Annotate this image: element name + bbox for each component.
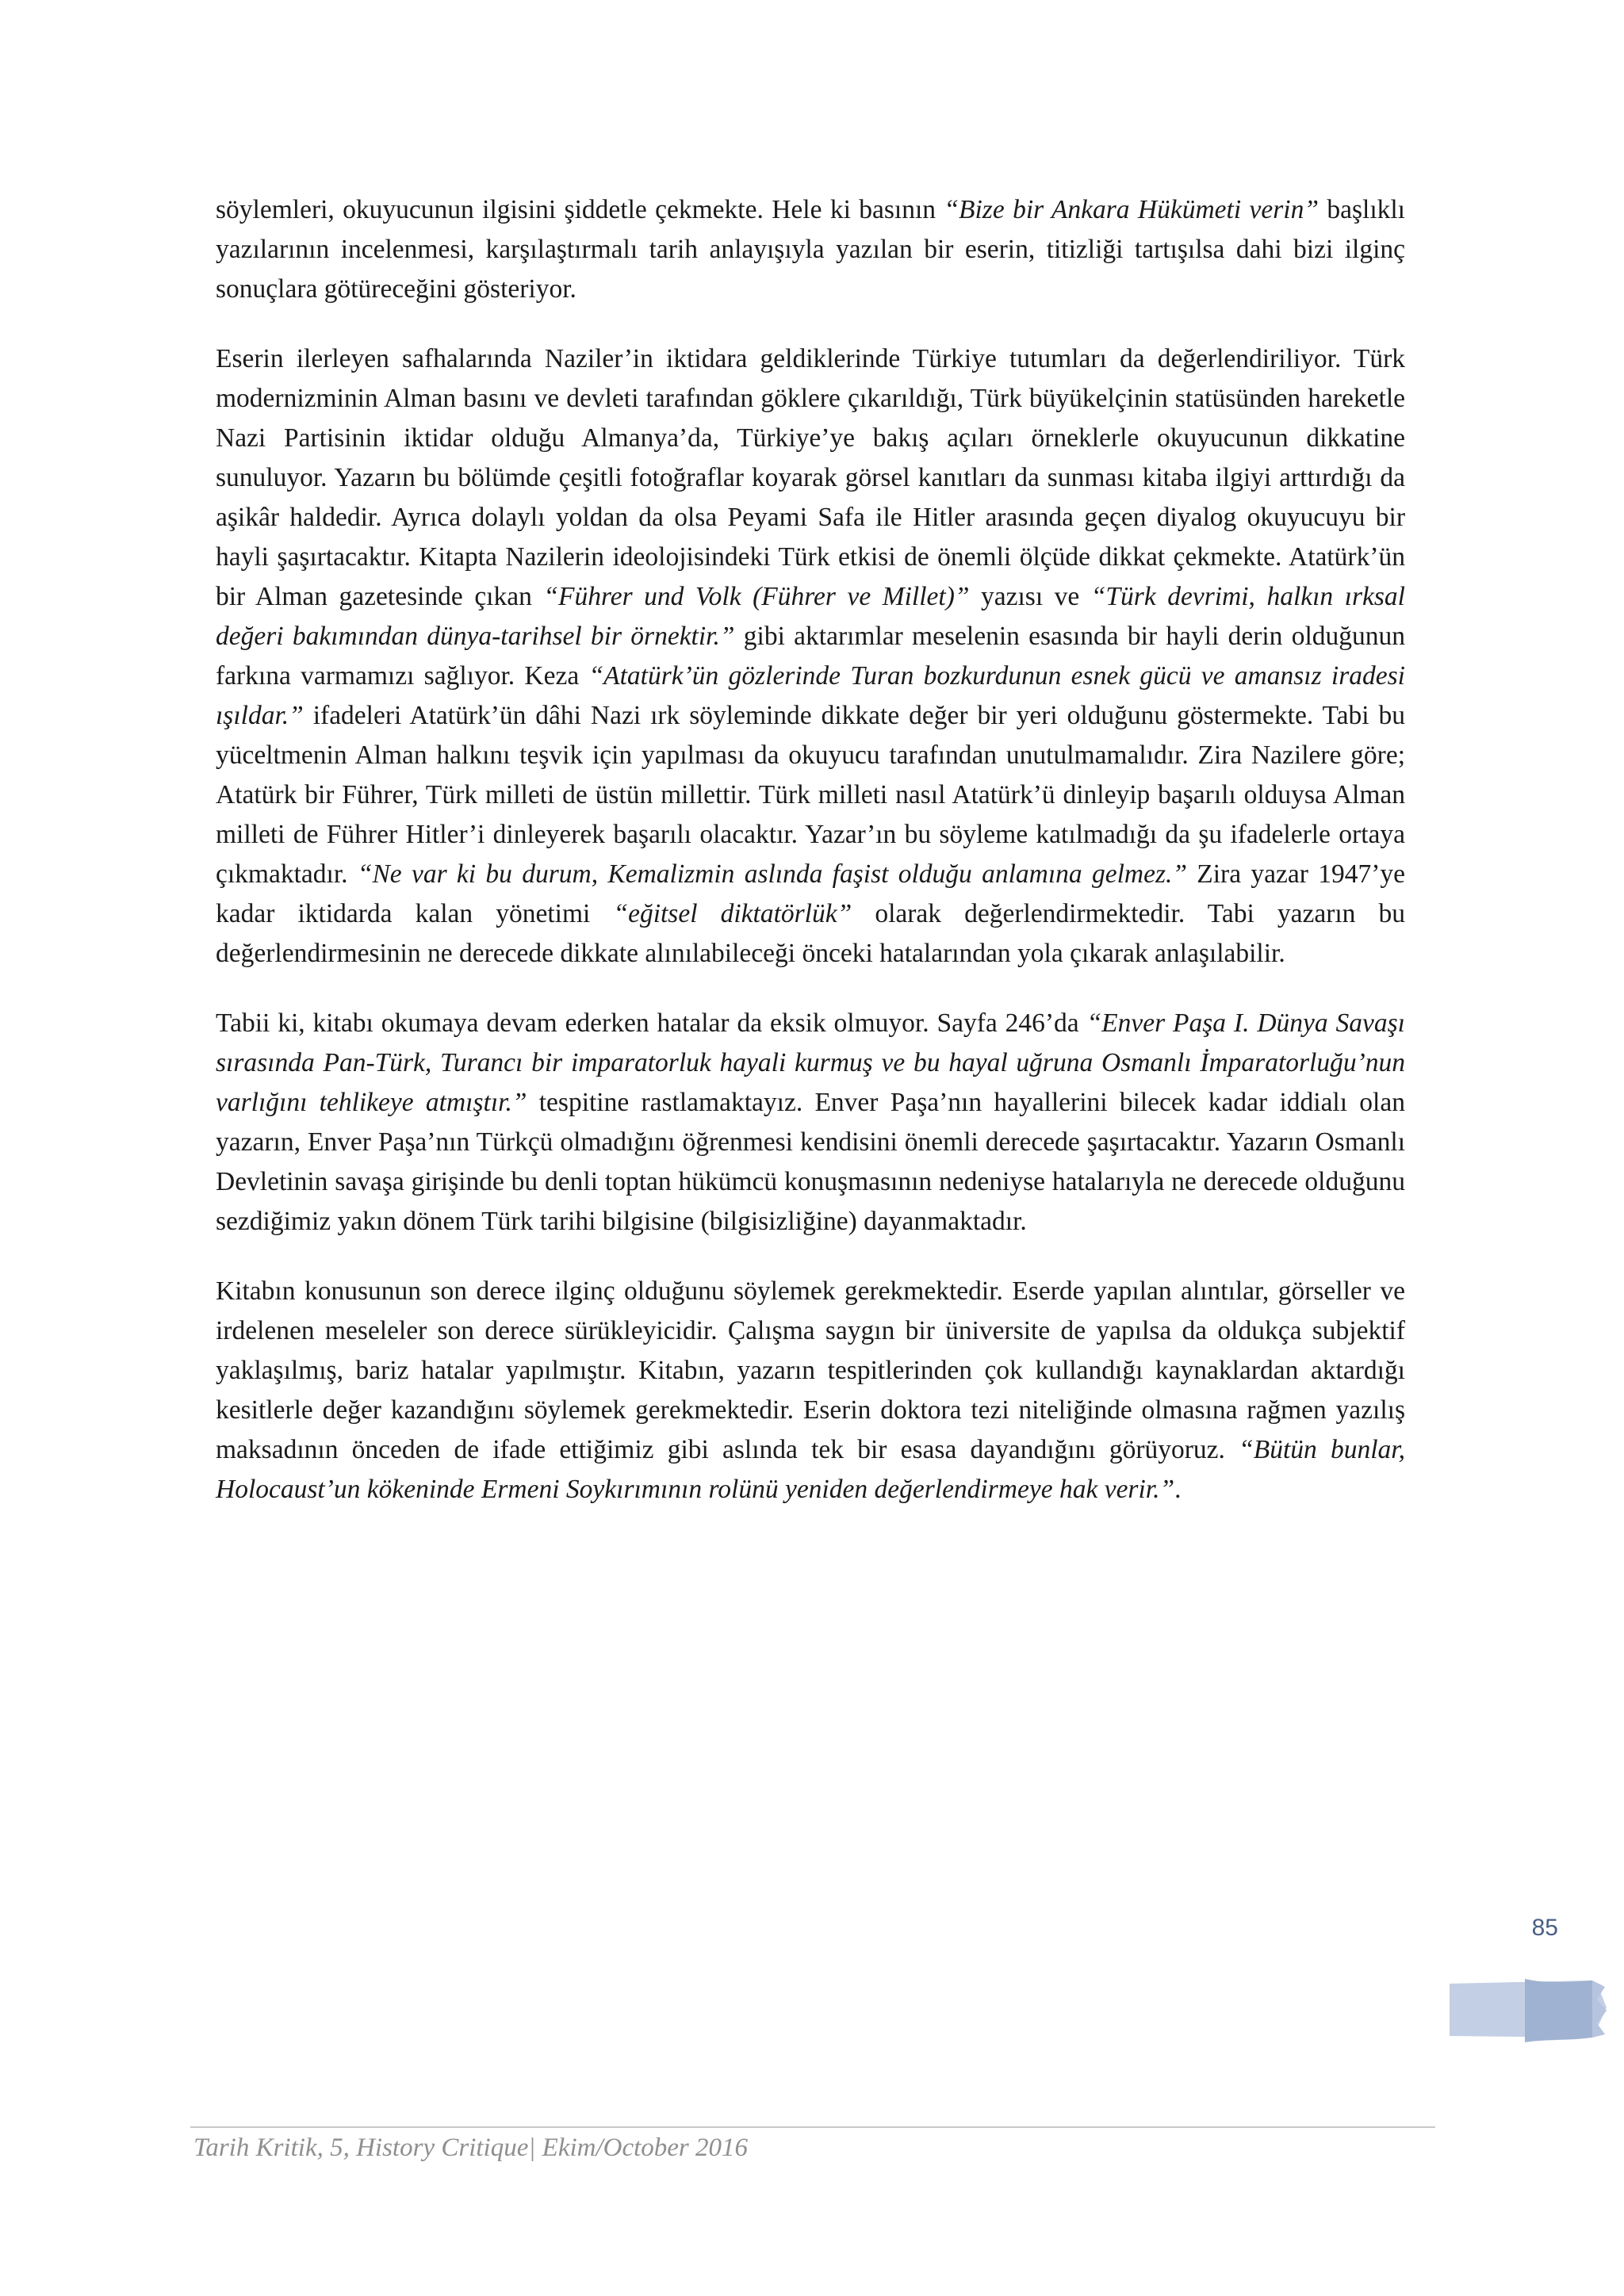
- paragraph-1: [216, 190, 1405, 309]
- quotation: “Atatürk’ün gözlerinde Turan bozkurdunun esnek gücü ve amansız iradesi ışıldar.”: [216, 661, 1405, 730]
- quotation: “Enver Paşa I. Dünya Savaşı sırasında Pan-Türk, Turancı bir imparatorluk hayali kurmuş ve bu hayal uğruna Osmanlı İmparatorluğu’nun varlığını tehlikeye atmıştır.”: [216, 1008, 1405, 1117]
- text-run: söylemleri, okuyucunun ilgisini şiddetle çekmekte. Hele ki basının: [216, 195, 944, 224]
- text-run: Zira yazar 1947’ye kadar iktidarda kalan yönetimi: [216, 859, 1405, 928]
- text-run: gibi aktarımlar meselenin esasında bir hayli derin olduğunun farkına varmamızı sağlıyor. Keza: [216, 622, 1406, 691]
- quotation: “Führer und Volk (Führer ve Millet)”: [543, 582, 970, 611]
- quotation: “Ne var ki bu durum, Kemalizmin aslında faşist olduğu anlamına gelmez.”: [357, 859, 1187, 889]
- page-number: 85: [1531, 1915, 1558, 1941]
- text-run: tespitine rastlamaktayız. Enver Paşa’nın hayallerini bilecek kadar iddialı olan yazarın, Enver Paşa’nın Türkçü olmadığını öğrenmesi kendisini önemli derecede şaşırtacaktır. Yazarın Osmanlı Devletinin savaşa girişinde bu denli toptan hükümcü konuşmasının nedeniyse hatalarıyla ne derecede olduğunu sezdiğimiz yakın dönem Türk tarihi bilgisine (bilgisizliğine) dayanmaktadır.: [216, 1088, 1405, 1236]
- text-run: Eserin ilerleyen safhalarında Naziler’in iktidara geldiklerinde Türkiye tutumları da değerlendiriliyor. Türk modernizminin Alman basını ve devleti tarafından göklere çıkarıldığı, Türk büyükelçinin statüsünden hareketle Nazi Partisinin iktidar olduğu Almanya’da, Türkiye’ye bakış açıları örneklerle okuyucunun dikkatine sunuluyor. Yazarın bu bölümde çeşitli fotoğraflar koyarak görsel kanıtları da sunması kitaba ilgiyi arttırdığı da aşikâr haldedir. Ayrıca dolaylı yoldan da olsa Peyami Safa ile Hitler arasında geçen diyalog okuyucuyu bir hayli şaşırtacaktır. Kitapta Nazilerin ideolojisindeki Türk etkisi de önemli ölçüde dikkat çekmekte. Atatürk’ün bir Alman gazetesinde çıkan: [216, 344, 1405, 611]
- footer-journal-citation: Tarih Kritik, 5, History Critique| Ekim/October 2016: [193, 2133, 749, 2162]
- page-corner-ornament: [1450, 1976, 1608, 2047]
- text-run: yazısı ve: [969, 582, 1091, 611]
- text-run: olarak değerlendirmektedir. Tabi yazarın bu değerlendirmesinin ne derecede dikkate alınılabileceği önceki hatalarından yola çıkarak anlaşılabilir.: [216, 899, 1405, 968]
- quotation: “Türk devrimi, halkın ırksal değeri bakımından dünya-tarihsel bir örnektir.”: [216, 582, 1405, 651]
- text-run: Tabii ki, kitabı okumaya devam ederken hatalar da eksik olmuyor. Sayfa 246’da: [216, 1008, 1087, 1038]
- text-run: başlıklı yazılarının incelenmesi, karşılaştırmalı tarih anlayışıyla yazılan bir eserin, titizliği tartışılsa dahi bizi ilginç sonuçlara götüreceğini gösteriyor.: [216, 195, 1405, 304]
- text-run: ifadeleri Atatürk’ün dâhi Nazi ırk söyleminde dikkate değer bir yeri olduğunu göstermekte. Tabi bu yüceltmenin Alman halkını teşvik için yapılması da okuyucu tarafından unutulmamalıdır. Zira Nazilere göre; Atatürk bir Führer, Türk milleti de üstün millettir. Türk milleti nasıl Atatürk’ü dinleyip başarılı olduysa Alman milleti de Führer Hitler’i dinleyerek başarılı olacaktır. Yazar’ın bu söyleme katılmadığı da şu ifadelerle ortaya çıkmaktadır.: [216, 701, 1405, 889]
- text-run: .: [1174, 1475, 1182, 1504]
- text-run: Kitabın konusunun son derece ilginç olduğunu söylemek gerekmektedir. Eserde yapılan alıntılar, görseller ve irdelenen meseleler son derece sürükleyicidir. Çalışma saygın bir üniversite de yapılsa da oldukça subjektif yaklaşılmış, bariz hatalar yapılmıştır. Kitabın, yazarın tespitlerinden çok kullandığı kaynaklardan aktardığı kesitlerle değer kazandığını söylemek gerekmektedir. Eserin doktora tezi niteliğinde olmasına rağmen yazılış maksadının önceden de ifade ettiğimiz gibi aslında tek bir esasa dayandığını görüyoruz.: [216, 1276, 1405, 1464]
- quotation: “Bütün bunlar, Holocaust’un kökeninde Ermeni Soykırımının rolünü yeniden değerlendirmeye hak verir.”: [216, 1435, 1405, 1504]
- quotation: “Bize bir Ankara Hükümeti verin”: [944, 195, 1319, 224]
- footer-divider: [190, 2126, 1435, 2128]
- paragraph-2: [216, 339, 1405, 974]
- quotation: “eğitsel diktatörlük”: [613, 899, 852, 928]
- paragraph-3: [216, 1004, 1405, 1242]
- article-body: [216, 190, 1405, 1540]
- paragraph-4: [216, 1272, 1405, 1510]
